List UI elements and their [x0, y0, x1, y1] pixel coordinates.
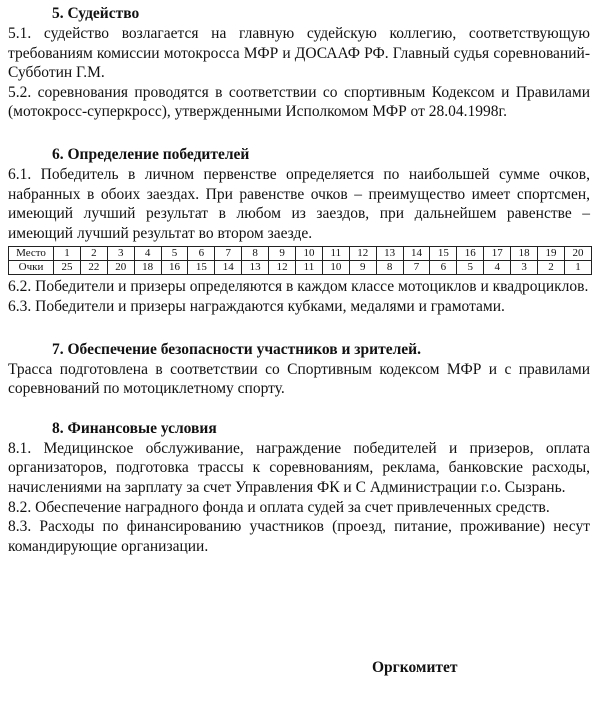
- places-row-label: Место: [9, 247, 54, 261]
- points-cell: 16: [161, 261, 188, 275]
- points-cell: 10: [322, 261, 349, 275]
- points-cell: 6: [430, 261, 457, 275]
- points-cell: 2: [538, 261, 565, 275]
- section-8-paragraph-3: 8.3. Расходы по финансированию участников (проезд, питание, проживание) несут командирующие организации.: [8, 518, 590, 555]
- place-cell: 18: [511, 247, 538, 261]
- place-cell: 9: [269, 247, 296, 261]
- place-cell: 3: [107, 247, 134, 261]
- section-6-title: 6. Определение победителей: [52, 145, 250, 163]
- points-cell: 11: [296, 261, 323, 275]
- points-cell: 9: [349, 261, 376, 275]
- place-cell: 1: [54, 247, 81, 261]
- section-5-title: 5. Судейство: [52, 5, 140, 22]
- place-cell: 4: [134, 247, 161, 261]
- place-cell: 14: [403, 247, 430, 261]
- place-cell: 6: [188, 247, 215, 261]
- points-cell: 13: [242, 261, 269, 275]
- place-cell: 2: [80, 247, 107, 261]
- points-cell: 4: [484, 261, 511, 275]
- points-row-label: Очки: [9, 261, 54, 275]
- document-page: [0, 4, 600, 722]
- place-cell: 11: [322, 247, 349, 261]
- points-row: [9, 261, 592, 275]
- section-7-paragraph-1: Трасса подготовлена в соответствии со Спортивным кодексом МФР и с правилами соревнований по мотоциклетному спорту.: [8, 360, 590, 398]
- places-row: [9, 247, 592, 261]
- points-cell: 5: [457, 261, 484, 275]
- points-table: [8, 246, 592, 275]
- section-6-paragraph-2: 6.2. Победители и призеры определяются в каждом классе мотоциклов и квадроциклов.: [8, 278, 589, 296]
- points-cell: 15: [188, 261, 215, 275]
- place-cell: 16: [457, 247, 484, 261]
- place-cell: 8: [242, 247, 269, 261]
- place-cell: 17: [484, 247, 511, 261]
- points-cell: 3: [511, 261, 538, 275]
- points-cell: 7: [403, 261, 430, 275]
- section-6-paragraph-1: 6.1. Победитель в личном первенстве определяется по наибольшей сумме очков, набранных в обоих заездах. При равенстве очков – преимущество имеет спортсмен, имеющий лучший результат в любом из заездов, при дальнейшем равенстве – имеющий лучший результат во втором заезде.: [8, 165, 590, 242]
- section-5-paragraph-1: 5.1. судейство возлагается на главную судейскую коллегию, соответствующую требованиям комиссии мотокросса МФР и ДОСААФ РФ. Главный судья соревнований- Субботин Г.М.: [8, 25, 590, 82]
- section-8-paragraph-1: 8.1. Медицинское обслуживание, награждение победителей и призеров, оплата организаторов, подготовка трассы к соревнованиям, реклама, банковские расходы, начислениями на зарплату за счет Управления ФК и С Администрации г.о. Сызрань.: [8, 439, 590, 496]
- signature-orgcommittee: Оргкомитет: [372, 659, 458, 676]
- points-cell: 8: [376, 261, 403, 275]
- points-cell: 22: [80, 261, 107, 275]
- points-cell: 20: [107, 261, 134, 275]
- place-cell: 5: [161, 247, 188, 261]
- place-cell: 19: [538, 247, 565, 261]
- points-cell: 25: [54, 261, 81, 275]
- section-7-title: 7. Обеспечение безопасности участников и зрителей.: [52, 340, 421, 358]
- place-cell: 10: [296, 247, 323, 261]
- section-8-paragraph-2: 8.2. Обеспечение наградного фонда и оплата судей за счет привлеченных средств.: [8, 498, 550, 516]
- place-cell: 13: [376, 247, 403, 261]
- place-cell: 7: [215, 247, 242, 261]
- points-cell: 18: [134, 261, 161, 275]
- section-8-title: 8. Финансовые условия: [52, 419, 217, 437]
- points-cell: 14: [215, 261, 242, 275]
- section-5-paragraph-2: 5.2. соревнования проводятся в соответствии со спортивным Кодексом и Правилами (мотокросс-суперкросс), утвержденными Исполкомом МФР от 28.04.1998г.: [8, 83, 590, 121]
- place-cell: 12: [349, 247, 376, 261]
- place-cell: 15: [430, 247, 457, 261]
- points-cell: 1: [564, 261, 591, 275]
- section-6-paragraph-3: 6.3. Победители и призеры награждаются кубками, медалями и грамотами.: [8, 297, 505, 315]
- points-cell: 12: [269, 261, 296, 275]
- place-cell: 20: [564, 247, 591, 261]
